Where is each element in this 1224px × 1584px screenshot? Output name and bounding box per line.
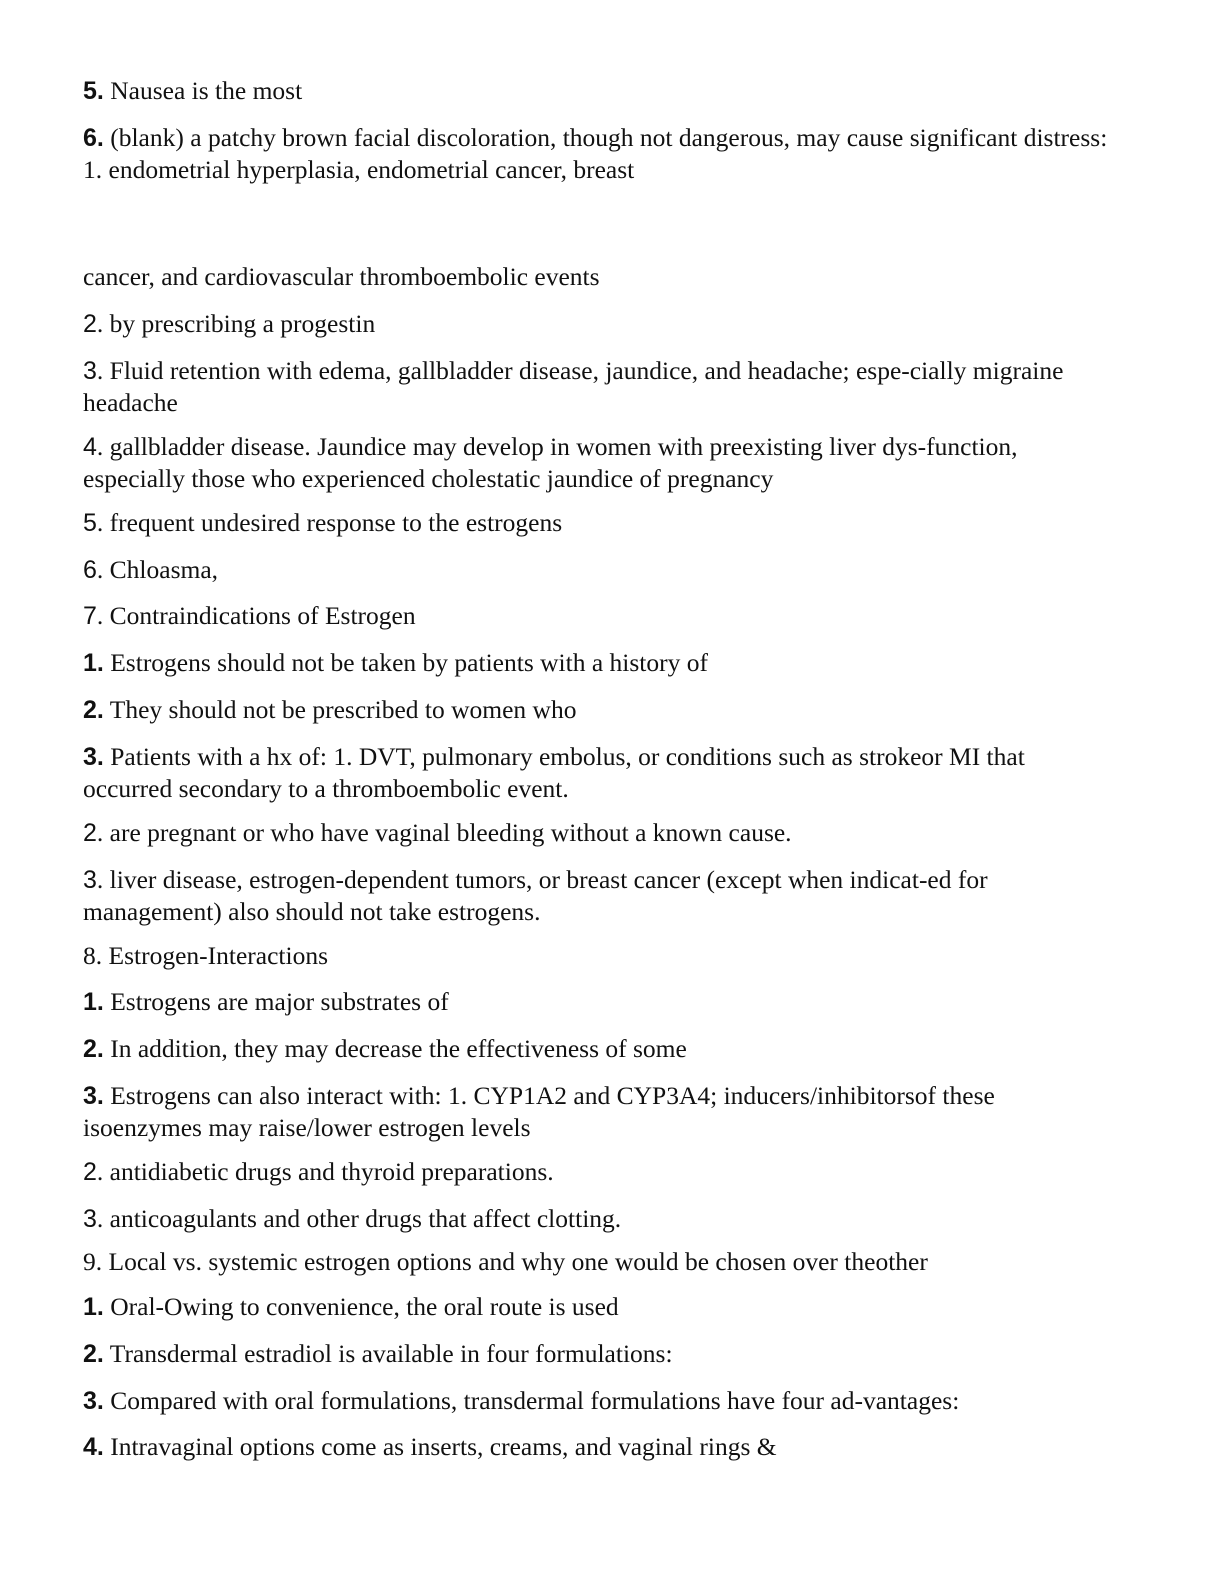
paragraph [83,261,600,292]
item-number: 3. [83,1387,104,1415]
item-text: . gallbladder disease. Jaundice may develop in women with preexisting liver dys-function, especially those who experienced cholestatic jaundice of pregnancy [83,432,1018,493]
item-text: In addition, they may decrease the effectiveness of some [103,1034,687,1063]
item-number: 5. [83,77,104,105]
item-number: 5 [83,509,97,537]
paragraph [83,600,416,632]
item-text: . Contraindications of Estrogen [96,601,416,630]
item-text: . anticoagulants and other drugs that affect clotting. [96,1204,622,1233]
paragraph [83,1080,1113,1143]
paragraph [83,986,449,1018]
item-text: Compared with oral formulations, transdermal formulations have four ad-vantages: [103,1386,960,1415]
paragraph [83,431,1113,494]
paragraph [83,817,792,849]
paragraph [83,1033,687,1065]
item-number: 2. [83,1035,104,1063]
item-text: Estrogens are major substrates of [103,987,449,1016]
item-text: Intravaginal options come as inserts, creams, and vaginal rings & [103,1432,777,1461]
paragraph [83,355,1113,418]
item-number: 3 [83,866,97,894]
item-number: 6 [83,556,97,584]
item-text: They should not be prescribed to women who [103,695,577,724]
paragraph [83,1338,673,1370]
paragraph [83,1246,928,1277]
item-number: 2 [83,819,97,847]
item-number: 2. [83,696,104,724]
item-text: 8. Estrogen-Interactions [83,941,329,970]
item-number: 3. [83,743,104,771]
paragraph [83,1156,554,1188]
item-text: Estrogens should not be taken by patients with a history of [103,648,708,677]
item-number: 1. [83,649,104,677]
item-text: . Fluid retention with edema, gallbladder disease, jaundice, and headache; espe-cially migraine headache [83,356,1064,417]
item-text: . antidiabetic drugs and thyroid preparations. [96,1157,554,1186]
item-number: 2. [83,1340,104,1368]
paragraph [83,308,375,340]
paragraph [83,1431,777,1463]
item-text: . by prescribing a progestin [96,309,376,338]
paragraph [83,694,576,726]
item-number: 3 [83,1205,97,1233]
item-text: Estrogens can also interact with: 1. CYP1A2 and CYP3A4; inducers/inhibitorsof these isoenzymes may raise/lower estrogen levels [83,1081,995,1142]
item-text: (blank) a patchy brown facial discoloration, though not dangerous, may cause significant distress: 1. endometrial hyperplasia, endometrial cancer, breast [83,123,1108,184]
paragraph [83,1385,959,1417]
item-number: 1. [83,1293,104,1321]
item-number: 2 [83,1158,97,1186]
item-text: Oral-Owing to convenience, the oral route is used [103,1292,619,1321]
paragraph [83,1203,621,1235]
paragraph [83,1291,619,1323]
paragraph [83,864,1113,927]
item-number: 7 [83,602,97,630]
paragraph [83,122,1113,185]
item-text: cancer, and cardiovascular thromboembolic events [83,262,600,291]
paragraph [83,647,708,679]
item-text: Patients with a hx of: 1. DVT, pulmonary embolus, or conditions such as strokeor MI that occurred secondary to a thromboembolic event. [83,742,1025,803]
paragraph [83,507,562,539]
item-number: 3. [83,1082,104,1110]
item-text: Transdermal estradiol is available in four formulations: [103,1339,673,1368]
item-number: 4. [83,1433,104,1461]
paragraph [83,554,218,586]
paragraph [83,940,328,971]
item-text: . are pregnant or who have vaginal bleeding without a known cause. [96,818,792,847]
item-text: . frequent undesired response to the estrogens [96,508,563,537]
item-number: 2 [83,310,97,338]
item-number: 6. [83,124,104,152]
item-number: 3 [83,357,97,385]
paragraph [83,75,302,107]
item-number: 1. [83,988,104,1016]
item-number: 4 [83,433,97,461]
paragraph [83,741,1113,804]
item-text: . liver disease, estrogen-dependent tumors, or breast cancer (except when indicat-ed for management) also should not take estrogens. [83,865,988,926]
item-text: Nausea is the most [103,76,303,105]
item-text: . Chloasma, [96,555,219,584]
item-text: 9. Local vs. systemic estrogen options and why one would be chosen over theother [83,1247,928,1276]
